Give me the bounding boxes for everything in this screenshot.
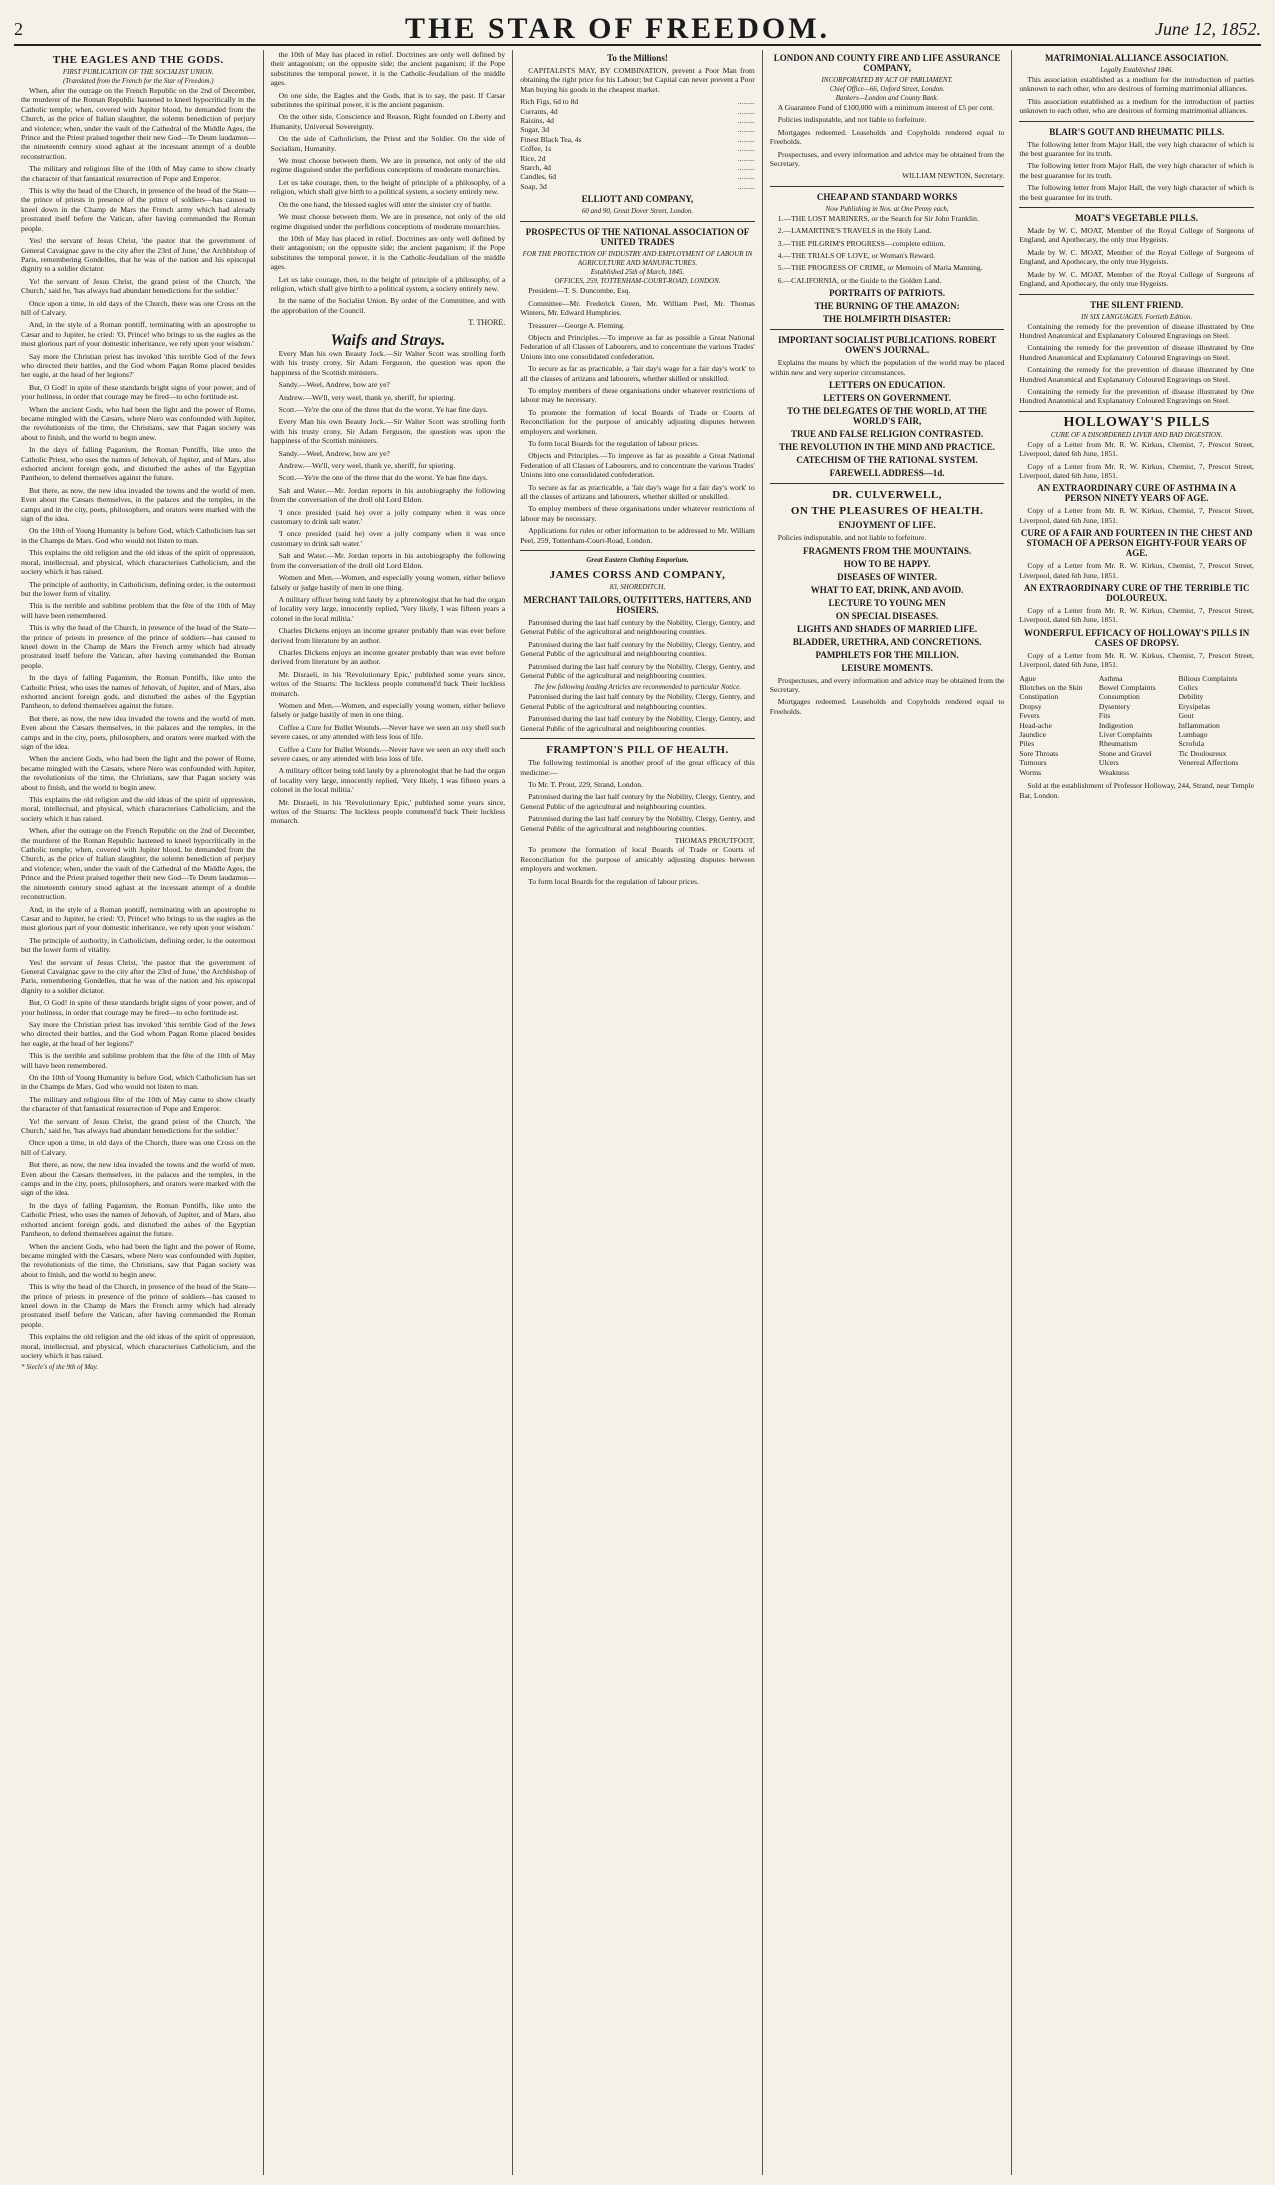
list-item: 6.—CALIFORNIA, or the Guide to the Golden Land. [777,275,942,285]
paragraph: This is the terrible and sublime problem that the fête of the 10th of May will have been remembered. [21,601,256,620]
ad-heading: HOW TO BE HAPPY. [843,558,931,569]
firm-name: ELLIOTT AND COMPANY, [581,194,694,205]
ad-heading: CATECHISM OF THE RATIONAL SYSTEM. [796,455,978,466]
paragraph: CAPITALISTS MAY, BY COMBINATION, prevent a Poor Man from obtaining the right price for his Labour; but Capital can never prevent a Poor Man buying his goods in the cheapest market. [520,66,755,94]
paragraph: Once upon a time, in old days of the Church, there was one Cross on the hill of Calvary. [21,1138,256,1157]
ad-sub: Now Publishing in Nos. at One Penny each, [825,204,949,213]
paragraph: The following letter from Major Hall, the very high character of which is the best guarantee for its truth. [1019,183,1254,202]
paragraph: Prospectuses, and every information and advice may be obtained from the Secretary. [769,675,1005,694]
ad-trade: MERCHANT TAILORS, OUTFITTERS, HATTERS, AND HOSIERS. [523,595,752,616]
divider [1019,207,1254,208]
list-item: Blotches on the Skin [1019,683,1083,693]
price-list [520,97,755,191]
ad-heading: WHAT TO EAT, DRINK, AND AVOID. [810,584,964,595]
paragraph: Scott.—Ye're the one of the three that do the worst. Ye hae fine days. [278,405,488,414]
signature: T. THORE. [468,318,506,328]
paragraph: Sandy.—Weel, Andrew, how are ye? [278,380,390,390]
divider [1019,294,1254,295]
ad-heading: FRAMPTON'S PILL OF HEALTH. [546,744,729,757]
column-1 [14,50,264,2175]
ad-heading: DISEASES OF WINTER. [837,571,937,582]
paragraph: To form local Boards for the regulation of labour prices. [528,876,699,886]
ad-heading: To the Millions! [607,53,668,63]
paragraph: Say more the Christian priest has invoked 'this terrible God of the Jews who directed their battles, and the God whom Pagan Rome placed besides her eagle, at the head of her legions?' [21,351,256,380]
prospectus-heading: PROSPECTUS OF THE NATIONAL ASSOCIATION OF UNITED TRADES [525,227,750,248]
list-item: Ulcers [1098,758,1119,768]
ad-heading: WONDERFUL EFFICACY OF HOLLOWAY'S PILLS IN CASES OF DROPSY. [1024,627,1250,648]
paragraph: When, after the outrage on the French Republic on the 2nd of December, the murderer of the Roman Republic hastened to kneel hypocritically in the Catholic temple; when, covered with Jupiter blood, he demanded from the Church, as the price of Italian slaughter, the solemn benediction of perjury and violence; when, under the vault of the Cathedral of the Middle Ages, the Prince and the Priest praised together their new God—Te Deum laudamus—the nineteenth century stood aghast at the incessant attempt of a double reconstruction. [21,86,256,161]
paragraph: On the 10th of Young Humanity is before God, which Catholicism has set in the Champs de Mars. God who would not listen to man. [21,526,256,545]
list-item: Fits [1098,711,1111,721]
paragraph: But, O God! in spite of these standards bright signs of your power, and of your holiness, in order that courage may be fired—to echo fortitude est. [21,382,256,402]
ad-firm: JAMES CORSS AND COMPANY, [549,569,726,582]
ad-heading: FAREWELL ADDRESS—1d. [829,468,945,479]
paragraph: Charles Dickens enjoys an income greater probably than was ever before derived from literature by an author. [270,626,506,645]
paragraph: On the side of Catholicism, the Priest and the Soldier. On the side of Socialism, Humanity. [270,134,506,153]
list-item: Bowel Complaints [1098,683,1156,693]
list-item: Stone and Gravel [1098,748,1152,758]
list-item: 3.—THE PILGRIM'S PROGRESS—complete edition. [777,238,946,248]
paragraph: Say more the Christian priest has invoked 'this terrible God of the Jews who directed their battles, and the God whom Pagan Rome placed besides her eagle, at the head of her legions?' [21,1019,256,1048]
paragraph: The principle of authority, in Catholicism, defining order, is the outermost but the lower form of vitality. [21,579,256,598]
paragraph: This explains the old religion and the old ideas of the spirit of oppression, moral, intellectual, and physical, which characterises Catholicism, and the society which it has raised. [21,795,256,823]
paragraph: A Guarantee Fund of £100,000 with a minimum interest of £5 per cent. [777,103,995,112]
divider [520,738,755,739]
paragraph: Made by W. C. MOAT, Member of the Royal College of Surgeons of England, and Apothecary, the only true Hygeists. [1019,247,1254,267]
divider [1019,121,1254,122]
paragraph: Salt and Water.—Mr. Jordan reports in his autobiography the following from the conversation of the droll old Lord Eldon. [270,485,506,505]
ad-heading: FRAGMENTS FROM THE MOUNTAINS. [802,545,972,556]
paragraph: In the days of falling Paganism, the Roman Pontiffs, like unto the Catholic Priest, who uses the names of Jehovah, of Jupiter, and of Mars, also exhorted ancient foreign gods, and disturbed the ashes of the Egyptian Pantheon, to defend themselves against the future. [21,1200,256,1239]
paragraph: Andrew.—We'll, very weel, thank ye, sheriff, for spiering. [278,392,456,402]
paragraph: Salt and Water.—Mr. Jordan reports in his autobiography the following from the conversation of the droll old Lord Eldon. [270,551,506,570]
list-item: Head-ache [1019,720,1052,730]
paragraph: On the one hand, the blessed eagles will utter the sinister cry of battle. [278,199,492,209]
divider [520,550,755,551]
ad-heading: ENJOYMENT OF LIFE. [838,520,936,531]
paragraph: When the ancient Gods, who had been the light and the power of Rome, became mingled with the Cæsars, where Nero was confounded with Jupiter, the revolutionists of the time, the Christians, saw that Pagan society was about to finish, and the world to begin anew. [21,1241,256,1279]
list-item: Coffee, 1s ......... [520,144,755,154]
list-item: Piles [1019,739,1035,749]
list-item: Colics [1178,683,1198,693]
list-item: Fevers [1019,711,1040,721]
paragraph: Sold at the establishment of Professor Holloway, 244, Strand, near Temple Bar, London. [1019,781,1254,800]
paragraph: Policies indisputable, and not liable to forfeiture. [777,115,927,125]
paragraph: And, in the style of a Roman pontiff, terminating with an apostrophe to Cæsar and to Jupiter, he cried: 'O, Prince! who brings to us the eagles as the most glorious part of your domestic inheritance, we rely upon your wisdom.' [21,320,256,349]
ad-office: Chief Office—66, Oxford Street, London. [829,85,945,93]
list-item: Currants, 4d ......... [520,106,755,116]
list-item: 5.—THE PROGRESS OF CRIME, or Memoirs of Maria Manning. [777,263,983,273]
paragraph: Policies indisputable, and not liable to forfeiture. [777,533,927,543]
ad-heading: TRUE AND FALSE RELIGION CONTRASTED. [791,429,984,440]
divider [520,221,755,222]
paragraph: the 10th of May has placed in relief. Doctrines are only well defined by their antagonism; on the opposite side; the ancient paganism; if the Pope substitutes the temporal power, it is the Catholic-feudalism of the middle ages. [270,50,506,88]
paragraph: Containing the remedy for the prevention of disease illustrated by One Hundred Anatomical and Explanatory Coloured Engravings on Steel. [1019,321,1254,340]
masthead [14,14,1261,46]
ad-heading: MOAT'S VEGETABLE PILLS. [1075,213,1199,224]
article-subheading: FIRST PUBLICATION OF THE SOCIALIST UNION. [62,68,214,76]
ad-heading: THE SILENT FRIEND. [1090,299,1184,310]
paragraph: Containing the remedy for the prevention of disease illustrated by One Hundred Anatomical and Explanatory Coloured Engravings on Steel. [1019,386,1254,406]
list-item: 4.—THE TRIALS OF LOVE, or Woman's Reward. [777,251,935,261]
paragraph: Objects and Principles.—To improve as far as possible a Great National Federation of all Classes of Labourers, and to concentrate the various Trades' Unions into one consolidated confederation. [520,451,755,480]
page-number: 2 [14,18,23,39]
paragraph: Coffee a Cure for Bullet Wounds.—Never have we seen an oxy shell such severe cases, or any attended with less loss of life. [270,722,506,742]
ad-heading: THE BURNING OF THE AMAZON: [814,301,960,312]
list-item: Inflammation [1178,720,1220,730]
list-item: Consumption [1098,692,1140,702]
paragraph: In the days of falling Paganism, the Roman Pontiffs, like unto the Catholic Priest, who uses the names of Jehovah, of Jupiter, and of Mars, also exhorted ancient foreign gods, and disturbed the ashes of the Egyptian Pantheon, to defend themselves against the future. [21,673,256,711]
ad-sub: Legally Established 1846. [1100,66,1174,74]
list-item: Finest Black Tea, 4s ......... [520,134,755,144]
paragraph: This is why the head of the Church, in presence of the head of the State—the prince of priests in presence of the prince of soldiers—has caused to kneel down in the Champ de Mars the French army which had already prostrated itself before the Vatican, after having commanded the Roman people. [21,623,256,670]
paragraph: But there, as now, the new idea invaded the towns and the world of men. Even about the Cæsars themselves, in the palaces and the temples, in the camps and in the city, poets, philosophers, and orators were marked with the sign of the idea. [21,713,256,751]
paragraph: Objects and Principles.—To improve as far as possible a Great National Federation of all Classes of Labourers, and to concentrate the various Trades' Unions into one consolidated confederation. [520,332,755,361]
paragraph: But, O God! in spite of these standards bright signs of your power, and of your holiness, in order that courage may be fired—to echo fortitude est. [21,998,256,1017]
paragraph: Charles Dickens enjoys an income greater probably than was ever before derived from literature by an author. [270,647,506,667]
paragraph: Once upon a time, in old days of the Church, there was one Cross on the hill of Calvary. [21,298,256,317]
paragraph: 'I once presided (said he) over a jolly company when it was once customary to drink salt water.' [270,507,506,527]
ad-sub: CURE OF A DISORDERED LIVER AND BAD DIGESTION. [1050,430,1223,439]
ad-heading: LETTERS ON EDUCATION. [829,380,946,391]
list-item: Bilious Complaints [1178,673,1238,683]
paragraph: This explains the old religion and the old ideas of the spirit of oppression, moral, intellectual, and physical, which characterises Catholicism, and the society which it has raised. [21,1332,256,1360]
paragraph: The military and religious fête of the 10th of May came to show clearly the character of that fantastical resurrection of Pope and Emperor. [21,1094,256,1114]
paragraph: 'I once presided (said he) over a jolly company when it was once customary to drink salt water.' [270,529,506,548]
paragraph: Women and Men.—Women, and especially young women, either believe falsely or judge hastily of men in one thing. [270,700,506,720]
ad-heading: ON SPECIAL DISEASES. [835,610,939,621]
paragraph: Patronised during the last half century by the Nobility, Clergy, Gentry, and General Public of the agricultural and neighbouring counties. [520,692,755,711]
list-item: Rheumatism [1098,739,1138,749]
list-item: Erysipelas [1178,701,1211,711]
ad-sub: IN SIX LANGUAGES. Fortieth Edition. [1081,312,1193,321]
ad-heading: BLAIR'S GOUT AND RHEUMATIC PILLS. [1049,126,1225,137]
paragraph: Mr. Disraeli, in his 'Revolutionary Epic,' published some years since, writes of the Stuarts: The luckless people commend'd back Their luckless monarch. [270,797,506,826]
paragraph: But there, as now, the new idea invaded the towns and the world of men. Even about the Cæsars themselves, in the palaces and the temples, in the camps and in the city, poets, philosophers, and orators were marked with the sign of the idea. [21,1160,256,1198]
paragraph: Women and Men.—Women, and especially young women, either believe falsely or judge hastily of men in one thing. [270,573,506,592]
footnote: * Siecle's of the 9th of May. [21,1363,99,1372]
office-address: OFFICES, 259, TOTTENHAM-COURT-ROAD, LONDON. [554,277,721,286]
paragraph: This association established as a medium for the introduction of parties unknown to each other, who are desirous of forming matrimonial alliances. [1019,96,1254,116]
paragraph: Andrew.—We'll, very weel, thank ye, sheriff, for spiering. [278,461,456,471]
list-item: Rich Figs, 6d to 8d ......... [520,97,755,107]
paragraph: Every Man his own Beauty Jock.—Sir Walter Scott was strolling forth with his trusty crony, Sir Adam Ferguson, the question was upon the happiness of the Scottish ministers. [270,348,506,377]
issue-date: June 12, 1852. [1155,18,1261,39]
list-item: Dropsy [1019,701,1042,711]
paragraph: To secure as far as practicable, a 'fair day's wage for a fair day's work' to all the classes of artizans and labourers, whether skilled or unskilled. [520,482,755,501]
list-item: Gout [1178,711,1194,721]
ad-heading: LONDON AND COUNTY FIRE AND LIFE ASSURANCE COMPANY, [773,53,1001,73]
list-item: Sugar, 3d ......... [520,125,755,135]
paragraph: Mr. Disraeli, in his 'Revolutionary Epic,' published some years since, writes of the Stuarts: The luckless people commend'd back Their luckless monarch. [270,669,506,698]
column-5 [1012,50,1261,2175]
paragraph: The principle of authority, in Catholicism, defining order, is the outermost but the lower form of vitality. [21,935,256,955]
ad-heading: PORTRAITS OF PATRIOTS. [829,288,945,299]
paragraph: This is why the head of the Church, in presence of the head of the State—the prince of priests in presence of the prince of soldiers—has caused to kneel down in the Champ de Mars the French army which had already prostrated itself before the Vatican, after having commanded the Roman people. [21,186,256,233]
ad-heading: AN EXTRAORDINARY CURE OF THE TERRIBLE TIC DOLOUREUX. [1023,583,1250,603]
columns [14,50,1261,2175]
list-item: Weakness [1098,767,1130,777]
paragraph: Let us take courage, then, to the height of principle of a philosophy, of a religion, which shall give birth to a political system, a society entirely new. [270,274,506,293]
paragraph: Patronised during the last half century by the Nobility, Clergy, Gentry, and General Public of the agricultural and neighbouring counties. [520,661,755,681]
paragraph: Explains the means by which the population of the world may be placed within new and very superior circumstances. [769,358,1005,377]
paragraph: Every Man his own Beauty Jock.—Sir Walter Scott was strolling forth with his trusty crony, Sir Adam Ferguson, the question was upon the happiness of the Scottish ministers. [270,417,506,446]
paragraph: In the days of falling Paganism, the Roman Pontiffs, like unto the Catholic Priest, who uses the names of Jehovah, of Jupiter, and of Mars, also exhorted ancient foreign gods, and disturbed the ashes of the Egyptian Pantheon, to defend themselves against the future. [21,445,256,483]
list-item: Soap, 3d ......... [520,181,755,191]
divider [770,329,1005,330]
paragraph: This association established as a medium for the introduction of parties unknown to each other, who are desirous of forming matrimonial alliances. [1019,75,1254,94]
paragraph: Copy of a Letter from Mr. R. W. Kirkus, Chemist, 7, Prescot Street, Liverpool, dated 6th June, 1851. [1019,650,1254,670]
ad-heading: BLADDER, URETHRA, AND CONCRETIONS. [792,636,982,647]
paragraph: This explains the old religion and the old ideas of the spirit of oppression, moral, intellectual, and physical, which characterises Catholicism, and the society which it has raised. [21,548,256,577]
ad-kicker: Great Eastern Clothing Emporium. [586,556,689,565]
article-note: (Translated from the French for the Star of Freedom.) [62,77,214,85]
list-item: Asthma [1098,673,1123,683]
paragraph: We must choose between them. We are in presence, not only of the old regime disguised under the perfidious conceptions of moderate monarchies. [270,212,506,231]
paragraph: When the ancient Gods, who had been the light and the power of Rome, became mingled with the Cæsars, where Nero was confounded with Jupiter, the revolutionists of the time, the Christians, saw that Pagan society was about to finish, and the world to begin anew. [21,754,256,792]
ad-heading: ON THE PLEASURES OF HEALTH. [790,505,984,518]
paragraph: When, after the outrage on the French Republic on the 2nd of December, the murderer of the Roman Republic hastened to kneel hypocritically in the Catholic temple; when, covered with Jupiter blood, he demanded from the Church, as the price of Italian slaughter, the solemn benediction of perjury and violence; when, under the vault of the Cathedral of the Middle Ages, the Prince and the Priest praised together their new God—Te Deum laudamus—the nineteenth century stood aghast at the incessant attempt of a double reconstruction. [21,826,256,902]
prospectus-subheading: FOR THE PROTECTION OF INDUSTRY AND EMPLOYMENT OF LABOUR IN AGRICULTURE AND MANUFACTURES. [522,250,753,268]
ad-heading: MATRIMONIAL ALLIANCE ASSOCIATION. [1044,53,1229,63]
ad-heading: LETTERS ON GOVERNMENT. [823,393,951,404]
paragraph: Copy of a Letter from Mr. R. W. Kirkus, Chemist, 7, Prescot Street, Liverpool, dated 6th June, 1851. [1019,606,1254,625]
paragraph: Copy of a Letter from Mr. R. W. Kirkus, Chemist, 7, Prescot Street, Liverpool, dated 6th June, 1851. [1019,561,1254,580]
divider [770,483,1005,484]
paragraph: Applications for rules or other information to be addressed to Mr. William Peel, 259, Tottenham-Court-Road, London. [520,526,755,545]
paragraph: Copy of a Letter from Mr. R. W. Kirkus, Chemist, 7, Prescot Street, Liverpool, dated 6th June, 1851. [1019,439,1254,459]
list-item: Ague [1019,673,1036,683]
paragraph: To form local Boards for the regulation of labour prices. [528,438,699,448]
paragraph: Yes! the servant of Jesus Christ, 'the pastor that the government of General Cavaignac gave to the city after the 23rd of June,' the Archbishop of Paris, remembering Gondelles, that he was of the nation and his episcopal dignity to a soldier dictator. [21,236,256,274]
paragraph: President—T. S. Duncombe, Esq. [528,286,631,296]
ad-heading: THE HOLMFIRTH DISASTER: [822,314,952,325]
list-item: 2.—LAMARTINE'S TRAVELS in the Holy Land. [777,226,932,236]
paragraph: Made by W. C. MOAT, Member of the Royal College of Surgeons of England, and Apothecary, the only true Hygeists. [1019,269,1254,289]
paragraph: Ye! the servant of Jesus Christ, the grand priest of the Church, 'the Church,' said he, 'has always had abundant benedictions for the soldier.' [21,1116,256,1136]
paragraph: Scott.—Ye're the one of the three that do the worst. Ye hae fine days. [278,473,488,483]
ad-address: 83, SHOREDITCH, [609,583,666,592]
list-item: Starch, 4d ......... [520,163,755,173]
list-item: Lumbago [1178,730,1208,740]
list-item: 1.—THE LOST MARINERS, or the Search for Sir John Franklin. [777,213,979,223]
paragraph: On the 10th of Young Humanity is before God, which Catholicism has set in the Champs de Mars. God who would not listen to man. [21,1073,256,1092]
ad-heading: CHEAP AND STANDARD WORKS [816,191,958,202]
paragraph: To Mr. T. Prout, 229, Strand, London. [528,779,643,789]
section-heading: Waifs and Strays. [330,331,446,349]
paragraph: But there, as now, the new idea invaded the towns and the world of men. Even about the Cæsars themselves, in the palaces and the temples, in the camps and in the city, poets, philosophers, and orators were marked with the sign of the idea. [21,485,256,524]
paragraph: Mortgages redeemed. Leaseholds and Copyholds rendered equal to Freeholds. [769,697,1005,716]
ad-heading: PAMPHLETS FOR THE MILLION. [815,649,959,660]
ad-bankers: Bankers—London and County Bank. [835,94,939,102]
ad-heading: LIGHTS AND SHADES OF MARRIED LIFE. [796,623,978,634]
list-item: Tic Douloureux [1178,748,1227,758]
ad-heading: TO THE DELEGATES OF THE WORLD, AT THE WORLD'S FAIR, [787,406,988,427]
paragraph: To employ members of these organisations under whatever restrictions of labour may be necessary. [520,385,755,405]
paragraph: The following testimonial is another proof of the great efficacy of this medicine:— [520,758,755,777]
paragraph: the 10th of May has placed in relief. Doctrines are only well defined by their antagonism; on the opposite side; the ancient paganism; if the Pope substitutes the temporal power, it is the Catholic-feudalism of the middle ages. [270,233,506,272]
paragraph: Containing the remedy for the prevention of disease illustrated by One Hundred Anatomical and Explanatory Coloured Engravings on Steel. [1019,343,1254,362]
paragraph: This is the terrible and sublime problem that the fête of the 10th of May will have been remembered. [21,1051,256,1070]
signature: WILLIAM NEWTON, Secretary. [902,171,1005,181]
firm-address: 60 and 90, Great Dover Street, London. [581,207,694,216]
paragraph: Patronised during the last half century by the Nobility, Clergy, Gentry, and General Public of the agricultural and neighbouring counties. [520,618,755,637]
paragraph: When the ancient Gods, who had been the light and the power of Rome, became mingled with the Cæsars, where Nero was confounded with Jupiter, the revolutionists of the time, the Christians, saw that Pagan society was about to finish, and the world to begin anew. [21,404,256,442]
article-heading: THE EAGLES AND THE GODS. [52,54,224,66]
divider [1019,411,1254,412]
paragraph: Made by W. C. MOAT, Member of the Royal College of Surgeons of England, and Apothecary, the only true Hygeists. [1019,226,1254,245]
established-date: Established 25th of March, 1845. [590,268,685,277]
paragraph: The military and religious fête of the 10th of May came to show clearly the character of that fantastical resurrection of Pope and Emperor. [21,164,256,183]
paragraph: A military officer being told lately by a phrenologist that he had the organ of locality very large, innocently replied, 'Very likely, I was fifteen years a colonel in the local militia.' [270,594,506,623]
list-item: Scrofula [1178,739,1205,749]
list-item: Constipation [1019,692,1059,702]
paragraph: Copy of a Letter from Mr. R. W. Kirkus, Chemist, 7, Prescot Street, Liverpool, dated 6th June, 1851. [1019,506,1254,525]
list-item: Worms [1019,767,1042,777]
paragraph: To promote the formation of local Boards of Trade or Courts of Reconciliation for the purpose of amicably adjusting disputes between employers and workmen. [520,407,755,436]
paragraph: To promote the formation of local Boards of Trade or Courts of Reconciliation for the purpose of amicably adjusting disputes between employers and workmen. [520,845,755,874]
paragraph: Prospectuses, and every information and advice may be obtained from the Secretary. [769,149,1005,169]
paragraph: And, in the style of a Roman pontiff, terminating with an apostrophe to Cæsar and to Jupiter, he cried: 'O, Prince! who brings to us the eagles as the most glorious part of your domestic inheritance, we rely upon your wisdom.' [21,904,256,933]
paragraph: Copy of a Letter from Mr. R. W. Kirkus, Chemist, 7, Prescot Street, Liverpool, dated 6th June, 1851. [1019,461,1254,480]
paragraph: Patronised during the last half century by the Nobility, Clergy, Gentry, and General Public of the agricultural and neighbouring counties. [520,714,755,733]
ad-heading: CURE OF A FAIR AND FOURTEEN IN THE CHEST AND STOMACH OF A PERSON EIGHTY-FOUR YEARS OF AGE. [1020,528,1253,559]
ad-note: The few following leading Articles are recommended to particular Notice. [533,683,741,692]
list-item: Rice, 2d ......... [520,153,755,163]
newspaper-title: THE STAR OF FREEDOM. [404,12,831,45]
list-item: Tumours [1019,758,1047,768]
paragraph: Patronised during the last half century by the Nobility, Clergy, Gentry, and General Public of the agricultural and neighbouring counties. [520,814,755,833]
column-3 [513,50,763,2175]
paragraph: Ye! the servant of Jesus Christ, the grand priest of the Church, 'the Church,' said he, 'has always had abundant benedictions for the soldier.' [21,276,256,296]
disease-list [1019,674,1254,777]
paragraph: The following letter from Major Hall, the very high character of which is the best guarantee for its truth. [1019,161,1254,180]
list-item: Jaundice [1019,730,1046,740]
list-item: Venereal Affections [1178,758,1239,768]
paragraph: To employ members of these organisations under whatever restrictions of labour may be necessary. [520,504,755,523]
column-2 [264,50,514,2175]
list-item: Indigestion [1098,720,1134,730]
paragraph: The following letter from Major Hall, the very high character of which is the best guarantee for its truth. [1019,139,1254,159]
paragraph: To secure as far as practicable, a 'fair day's wage for a fair day's work' to all the classes of artizans and labourers, whether skilled or unskilled. [520,364,755,383]
column-4 [763,50,1013,2175]
ad-heading: THE REVOLUTION IN THE MIND AND PRACTICE. [779,442,996,453]
paragraph: On the other side, Conscience and Reason, Right founded on Liberty and Humanity, Universal Sovereignty. [270,112,506,131]
ad-heading: AN EXTRAORDINARY CURE OF ASTHMA IN A PERSON NINETY YEARS OF AGE. [1037,483,1237,504]
ad-heading: IMPORTANT SOCIALIST PUBLICATIONS. ROBERT OWEN'S JOURNAL. [777,335,997,356]
paragraph: On one side, the Eagles and the Gods, that is to say, the past. If Cæsar substitutes the spiritual power, it is the ancient paganism. [270,90,506,110]
list-item: Candles, 6d ......... [520,172,755,182]
paragraph: Patronised during the last half century by the Nobility, Clergy, Gentry, and General Public of the agricultural and neighbouring counties. [520,639,755,659]
signature: THOMAS PROUTFOOT. [674,835,755,845]
paragraph: We must choose between them. We are in presence, not only of the old regime disguised under the perfidious conceptions of moderate monarchies. [270,156,506,175]
paragraph: Mortgages redeemed. Leaseholds and Copyholds rendered equal to Freeholds. [769,127,1005,147]
list-item: Sore Throats [1019,748,1059,758]
ad-heading: LECTURE TO YOUNG MEN [828,597,946,608]
divider [770,186,1005,187]
paragraph: Let us take courage, then, to the height of principle of a philosophy, of a religion, which shall give birth to a political system, a society entirely new. [270,177,506,197]
paragraph: Yes! the servant of Jesus Christ, 'the pastor that the government of General Cavaignac gave to the city after the 23rd of June,' the Archbishop of Paris, remembering Gondelles, that he was of the nation and his episcopal dignity to a soldier dictator. [21,957,256,995]
paragraph: Patronised during the last half century by the Nobility, Clergy, Gentry, and General Public of the agricultural and neighbouring counties. [520,792,755,811]
ad-heading: HOLLOWAY'S PILLS [1063,414,1210,430]
list-item: Raisins, 4d ......... [520,116,755,126]
paragraph: Sandy.—Weel, Andrew, how are ye? [278,448,390,458]
paragraph: This is why the head of the Church, in presence of the head of the State—the prince of priests in presence of the prince of soldiers—has caused to kneel down in the Champ de Mars the French army which had already prostrated itself before the Vatican, after having commanded the Roman people. [21,1282,256,1329]
paragraph: A military officer being told lately by a phrenologist that he had the organ of locality very large, innocently replied, 'Very likely, I was fifteen years a colonel in the local militia.' [270,766,506,795]
paragraph: Coffee a Cure for Bullet Wounds.—Never have we seen an oxy shell such severe cases, or any attended with less loss of life. [270,744,506,763]
list-item: Dysentery [1098,701,1131,711]
ad-heading: LEISURE MOMENTS. [841,662,933,673]
ad-heading: DR. CULVERWELL, [832,489,942,502]
paragraph: Treasurer—George A. Fleming. [528,320,625,330]
paragraph: Containing the remedy for the prevention of disease illustrated by One Hundred Anatomical and Explanatory Coloured Engravings on Steel. [1019,365,1254,384]
ad-sub: INCORPORATED BY ACT OF PARLIAMENT. [821,76,953,84]
paragraph: Committee—Mr. Frederick Green, Mr. William Peel, Mr. Thomas Winters, Mr. Edward Humphries. [520,298,755,318]
paragraph: In the name of the Socialist Union. By order of the Committee, and with the approbation of the Council. [270,296,506,315]
list-item: Liver Complaints [1098,730,1153,740]
list-item: Debility [1178,692,1204,702]
